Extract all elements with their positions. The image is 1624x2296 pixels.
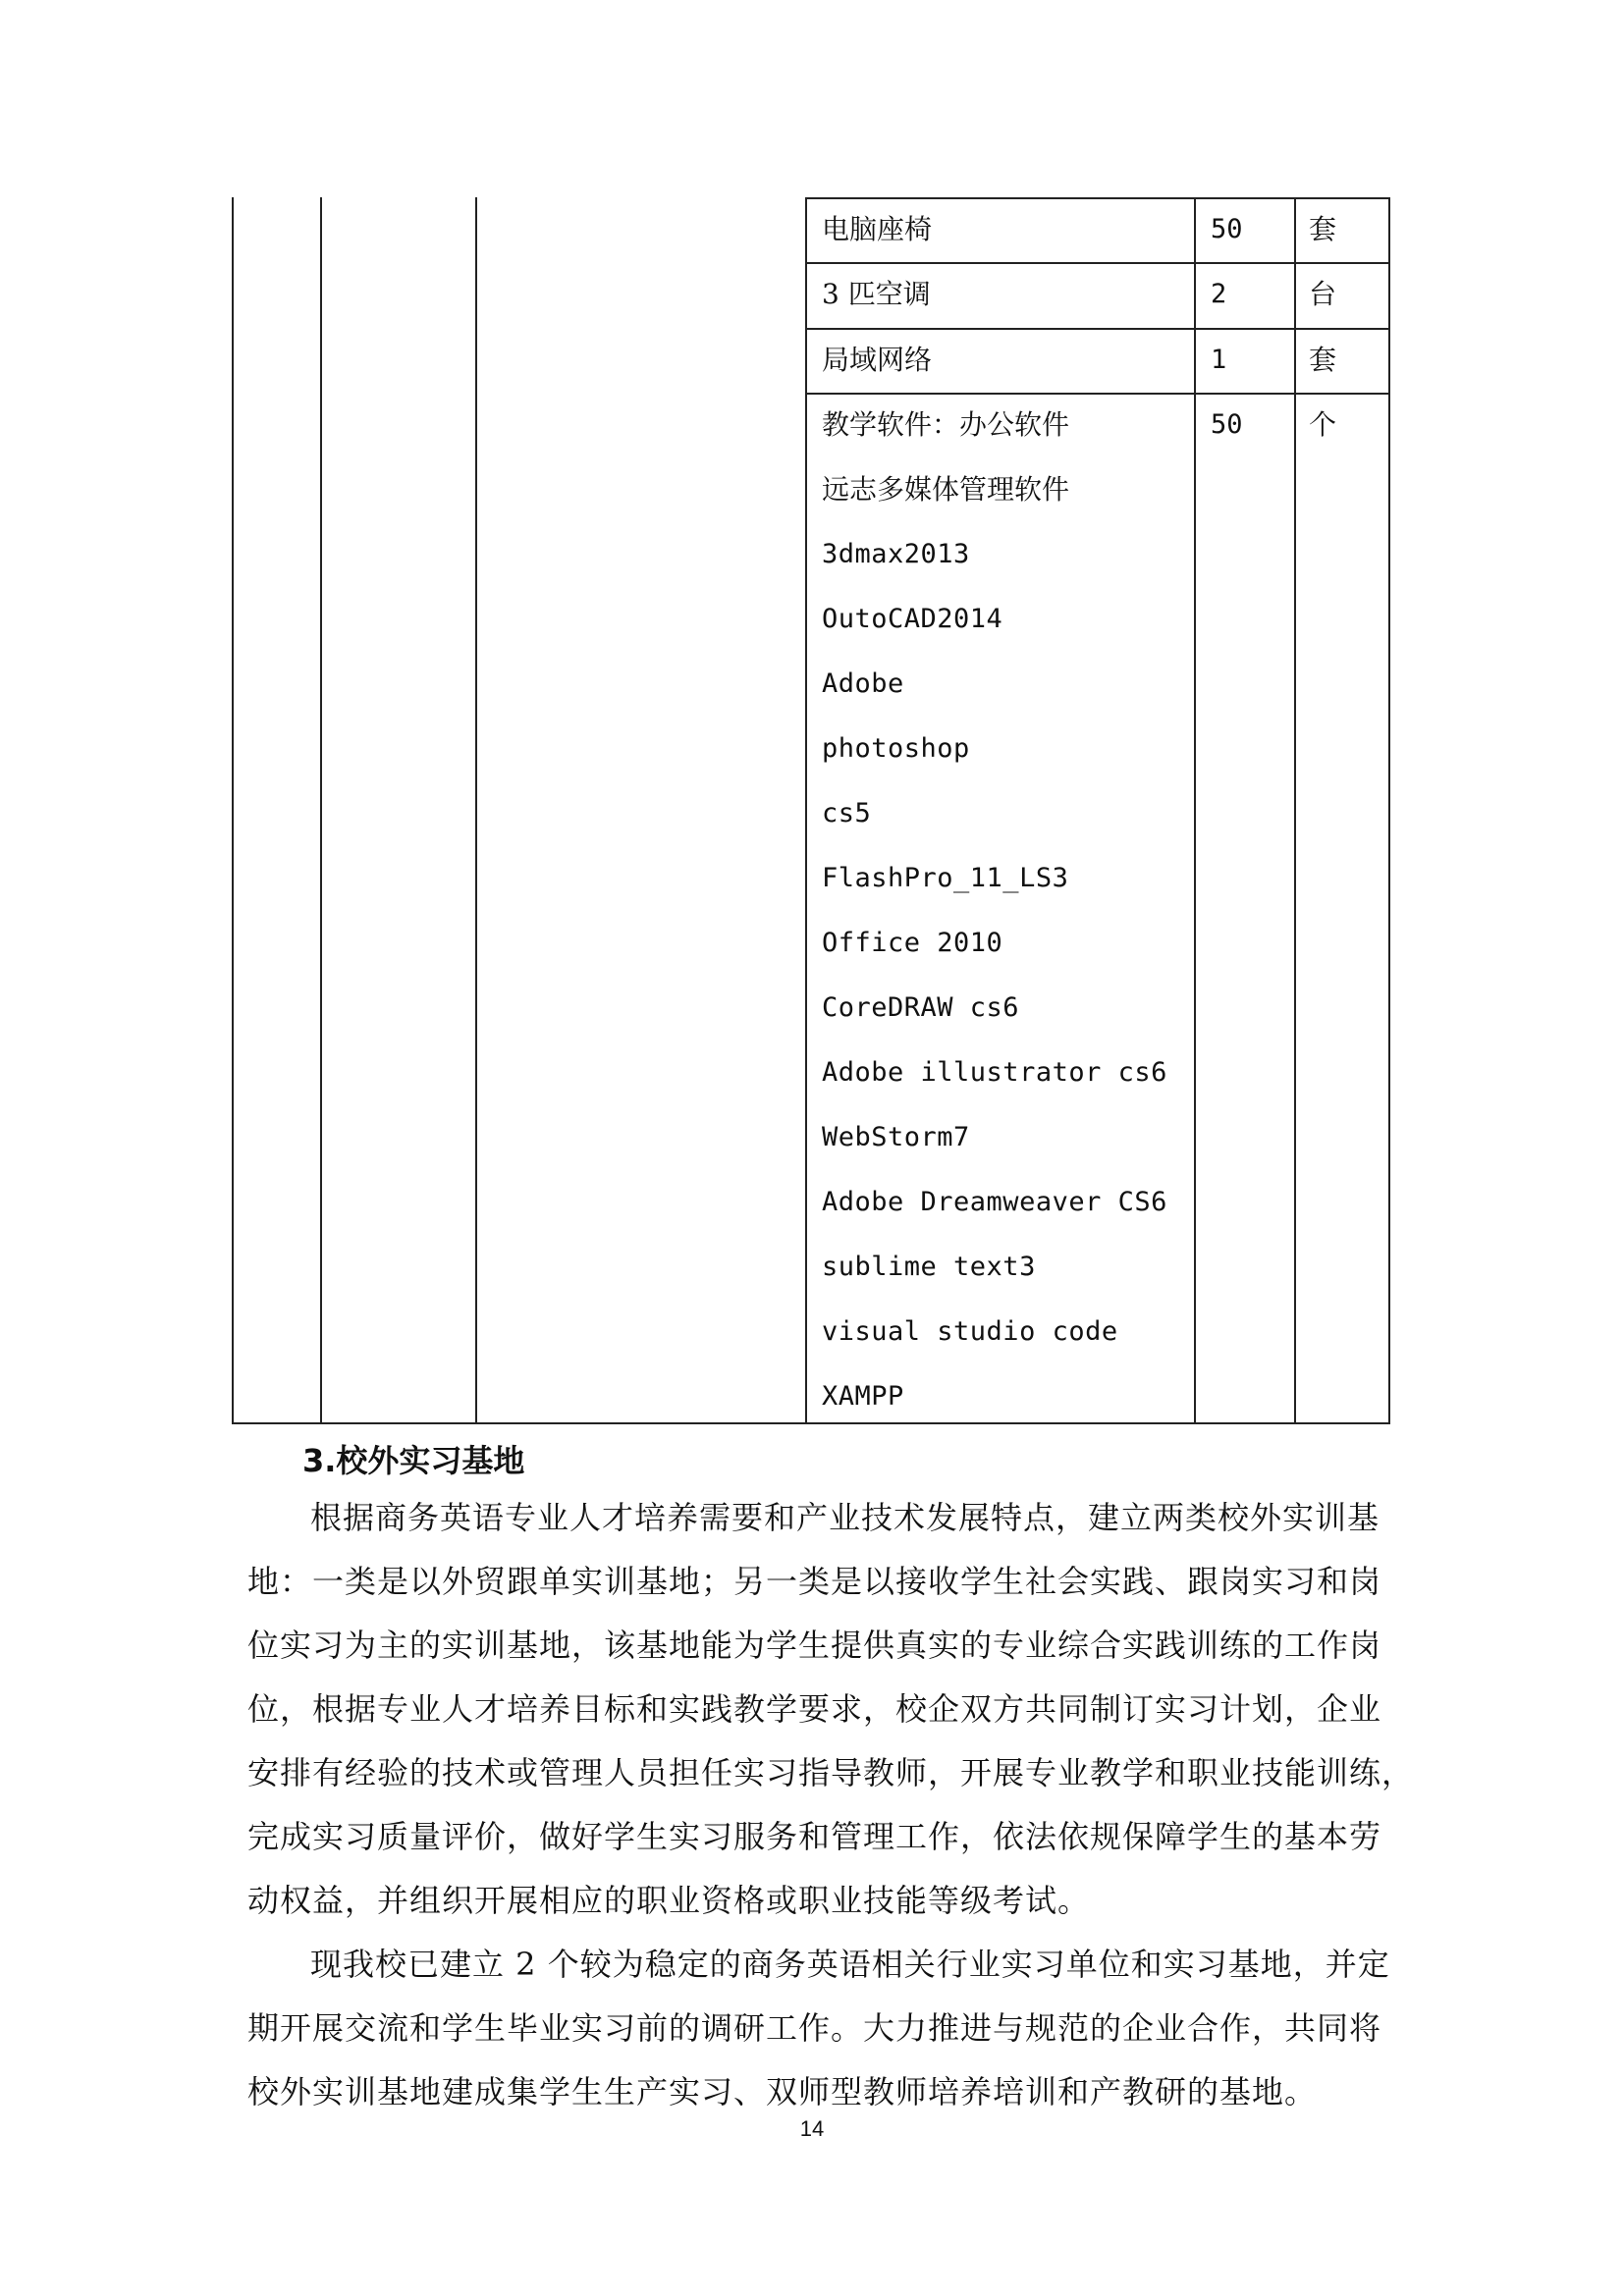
table-cell-item: Adobe Dreamweaver CS6	[822, 1187, 1167, 1217]
paragraph-line: 位，根据专业人才培养目标和实践教学要求，校企双方共同制订实习计划，企业	[247, 1690, 1382, 1728]
table-cell-qty: 50	[1211, 214, 1243, 244]
table-cell-item: 远志多媒体管理软件	[822, 473, 1070, 506]
table-cell-item: CoreDRAW cs6	[822, 992, 1020, 1023]
table-row-border	[805, 197, 1390, 199]
section-heading: 3.校外实习基地	[302, 1442, 525, 1479]
table-cell-unit: 套	[1309, 344, 1337, 376]
table-cell-item: Office 2010	[822, 928, 1003, 958]
paragraph-line: 完成实习质量评价，做好学生实习服务和管理工作，依法依规保障学生的基本劳	[247, 1818, 1382, 1855]
table-row-border	[805, 328, 1390, 330]
table-divider-col5	[1294, 197, 1296, 1424]
table-cell-item: Adobe	[822, 668, 904, 699]
table-cell-qty: 50	[1211, 409, 1243, 440]
table-cell-item: 3dmax2013	[822, 539, 970, 569]
table-cell-item: 教学软件：办公软件	[822, 408, 1070, 441]
table-cell-qty: 1	[1211, 345, 1227, 375]
table-cell-item: photoshop	[822, 733, 970, 764]
paragraph-line: 校外实训基地建成集学生生产实习、双师型教师培养培训和产教研的基地。	[247, 2073, 1318, 2110]
paragraph-line: 位实习为主的实训基地，该基地能为学生提供真实的专业综合实践训练的工作岗	[247, 1627, 1382, 1664]
page-number: 14	[799, 2116, 825, 2141]
table-cell-item: 3 匹空调	[822, 278, 931, 310]
paragraph-line: 安排有经验的技术或管理人员担任实习指导教师，开展专业教学和职业技能训练，	[247, 1754, 1415, 1791]
table-cell-unit: 个	[1309, 408, 1337, 441]
table-divider-col3	[805, 197, 807, 1424]
table-cell-item: sublime text3	[822, 1252, 1036, 1282]
table-cell-item: 局域网络	[822, 344, 933, 376]
equipment-table	[232, 197, 1390, 1424]
table-border-left	[232, 197, 234, 1424]
table-cell-item: XAMPP	[822, 1381, 904, 1412]
paragraph-line: 根据商务英语专业人才培养需要和产业技术发展特点，建立两类校外实训基	[310, 1499, 1380, 1536]
table-divider-col1	[320, 197, 322, 1424]
paragraph-line: 地：一类是以外贸跟单实训基地；另一类是以接收学生社会实践、跟岗实习和岗	[247, 1563, 1382, 1600]
table-divider-col2	[475, 197, 477, 1424]
paragraph-line: 期开展交流和学生毕业实习前的调研工作。大力推进与规范的企业合作，共同将	[247, 2009, 1382, 2047]
table-cell-unit: 台	[1309, 278, 1337, 310]
table-row-border	[805, 262, 1390, 264]
paragraph-line: 现我校已建立 2 个较为稳定的商务英语相关行业实习单位和实习基地，并定	[310, 1946, 1390, 1983]
table-cell-item: 电脑座椅	[822, 213, 933, 245]
table-cell-item: cs5	[822, 798, 872, 828]
table-border-right	[1388, 197, 1390, 1424]
table-cell-unit: 套	[1309, 213, 1337, 245]
table-cell-item: WebStorm7	[822, 1122, 970, 1152]
table-row-border	[805, 393, 1390, 395]
table-bottom-border	[232, 1422, 1390, 1424]
table-divider-col4	[1194, 197, 1196, 1424]
paragraph-line: 动权益，并组织开展相应的职业资格或职业技能等级考试。	[247, 1882, 1091, 1919]
table-cell-item: FlashPro_11_LS3	[822, 863, 1069, 893]
table-cell-item: Adobe illustrator cs6	[822, 1057, 1167, 1088]
table-cell-item: OutoCAD2014	[822, 604, 1003, 634]
table-cell-qty: 2	[1211, 279, 1227, 309]
table-cell-item: visual studio code	[822, 1316, 1118, 1347]
